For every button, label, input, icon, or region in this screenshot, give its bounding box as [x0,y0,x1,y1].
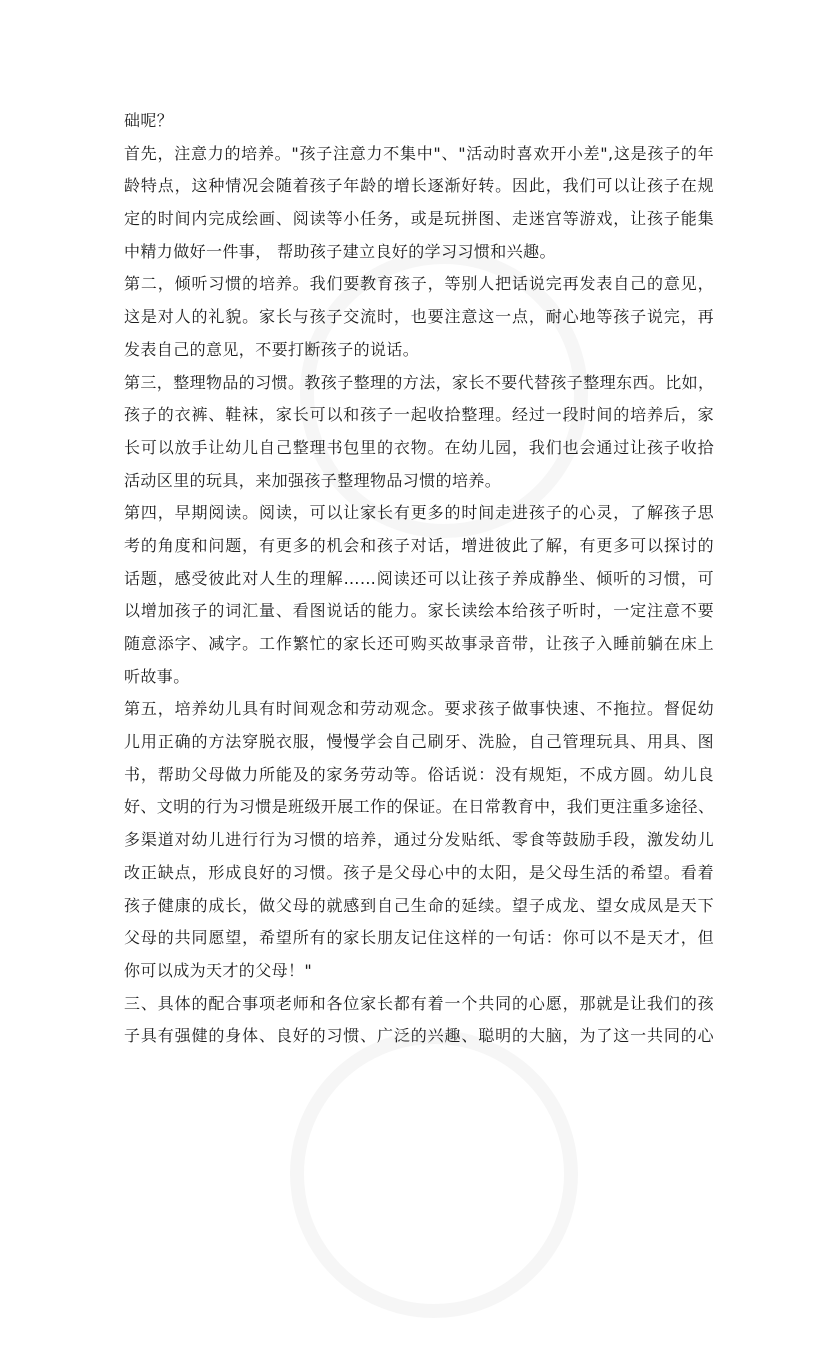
text-line: 好、文明的行为习惯是班级开展工作的保证。在日常教育中，我们更注重多途径、 [124,797,715,817]
text-line: 改正缺点，形成良好的习惯。孩子是父母心中的太阳，是父母生活的希望。看着 [124,862,714,882]
text-line: 活动区里的玩具，来加强孩子整理物品习惯的培养。 [124,470,502,490]
text-line: 三、具体的配合事项老师和各位家长都有着一个共同的心愿，那就是让我们的孩 [124,993,714,1013]
text-line: 龄特点，这种情况会随着孩子年龄的增长逐渐好转。因此，我们可以让孩子在规 [124,176,714,196]
text-line: 话题，感受彼此对人生的理解……阅读还可以让孩子养成静坐、倾听的习惯，可 [124,568,714,588]
text-line: 首先，注意力的培养。"孩子注意力不集中"、"活动时喜欢开小差",这是孩子的年 [124,143,714,163]
text-line: 第二，倾听习惯的培养。我们要教育孩子，等别人把话说完再发表自己的意见， [124,274,714,294]
text-line: 听故事。 [124,666,190,686]
text-line: 子具有强健的身体、良好的习惯、广泛的兴趣、聪明的大脑，为了这一共同的心 [124,1026,714,1046]
text-line: 第四，早期阅读。阅读，可以让家长有更多的时间走进孩子的心灵，了解孩子思 [124,503,714,523]
text-line: 儿用正确的方法穿脱衣服，慢慢学会自己刷牙、洗脸，自己管理玩具、用具、图 [124,732,714,752]
text-line: 随意添字、减字。工作繁忙的家长还可购买故事录音带，让孩子入睡前躺在床上 [124,634,714,653]
text-line: 长可以放手让幼儿自己整理书包里的衣物。在幼儿园，我们也会通过让孩子收拾 [124,437,714,457]
text-line: 多渠道对幼儿进行行为习惯的培养，通过分发贴纸、零食等鼓励手段，激发幼儿 [124,830,714,850]
text-line: 孩子的衣裤、鞋袜，家长可以和孩子一起收拾整理。经过一段时间的培养后，家 [124,405,714,425]
document-body [124,105,714,1053]
text-line: 发表自己的意见，不要打断孩子的说话。 [124,339,420,359]
text-line: 书，帮助父母做力所能及的家务劳动等。俗话说：没有规矩，不成方圆。幼儿良 [124,764,714,784]
text-line: 中精力做好一件事， 帮助孩子建立良好的学习习惯和兴趣。 [124,241,556,261]
text-line: 第三，整理物品的习惯。教孩子整理的方法，家长不要代替孩子整理东西。比如， [124,372,715,392]
text-line: 定的时间内完成绘画、阅读等小任务，或是玩拼图、走迷宫等游戏，让孩子能集 [124,209,714,229]
text-line: 孩子健康的成长，做父母的就感到自己生命的延续。望子成龙、望女成凤是天下 [124,895,714,915]
text-line: 以增加孩子的词汇量、看图说话的能力。家长读绘本给孩子听时，一定注意不要 [124,601,714,621]
text-line: 这是对人的礼貌。家长与孩子交流时，也要注意这一点，耐心地等孩子说完，再 [124,307,714,327]
text-line: 第五，培养幼儿具有时间观念和劳动观念。要求孩子做事快速、不拖拉。督促幼 [124,699,714,719]
text-line: 父母的共同愿望，希望所有的家长朋友记住这样的一句话：你可以不是天才，但 [124,928,714,948]
text-line: 础呢？ [124,111,174,130]
text-line: 考的角度和问题，有更多的机会和孩子对话，增进彼此了解，有更多可以探讨的 [124,535,714,555]
text-line: 你可以成为天才的父母！" [124,960,313,980]
